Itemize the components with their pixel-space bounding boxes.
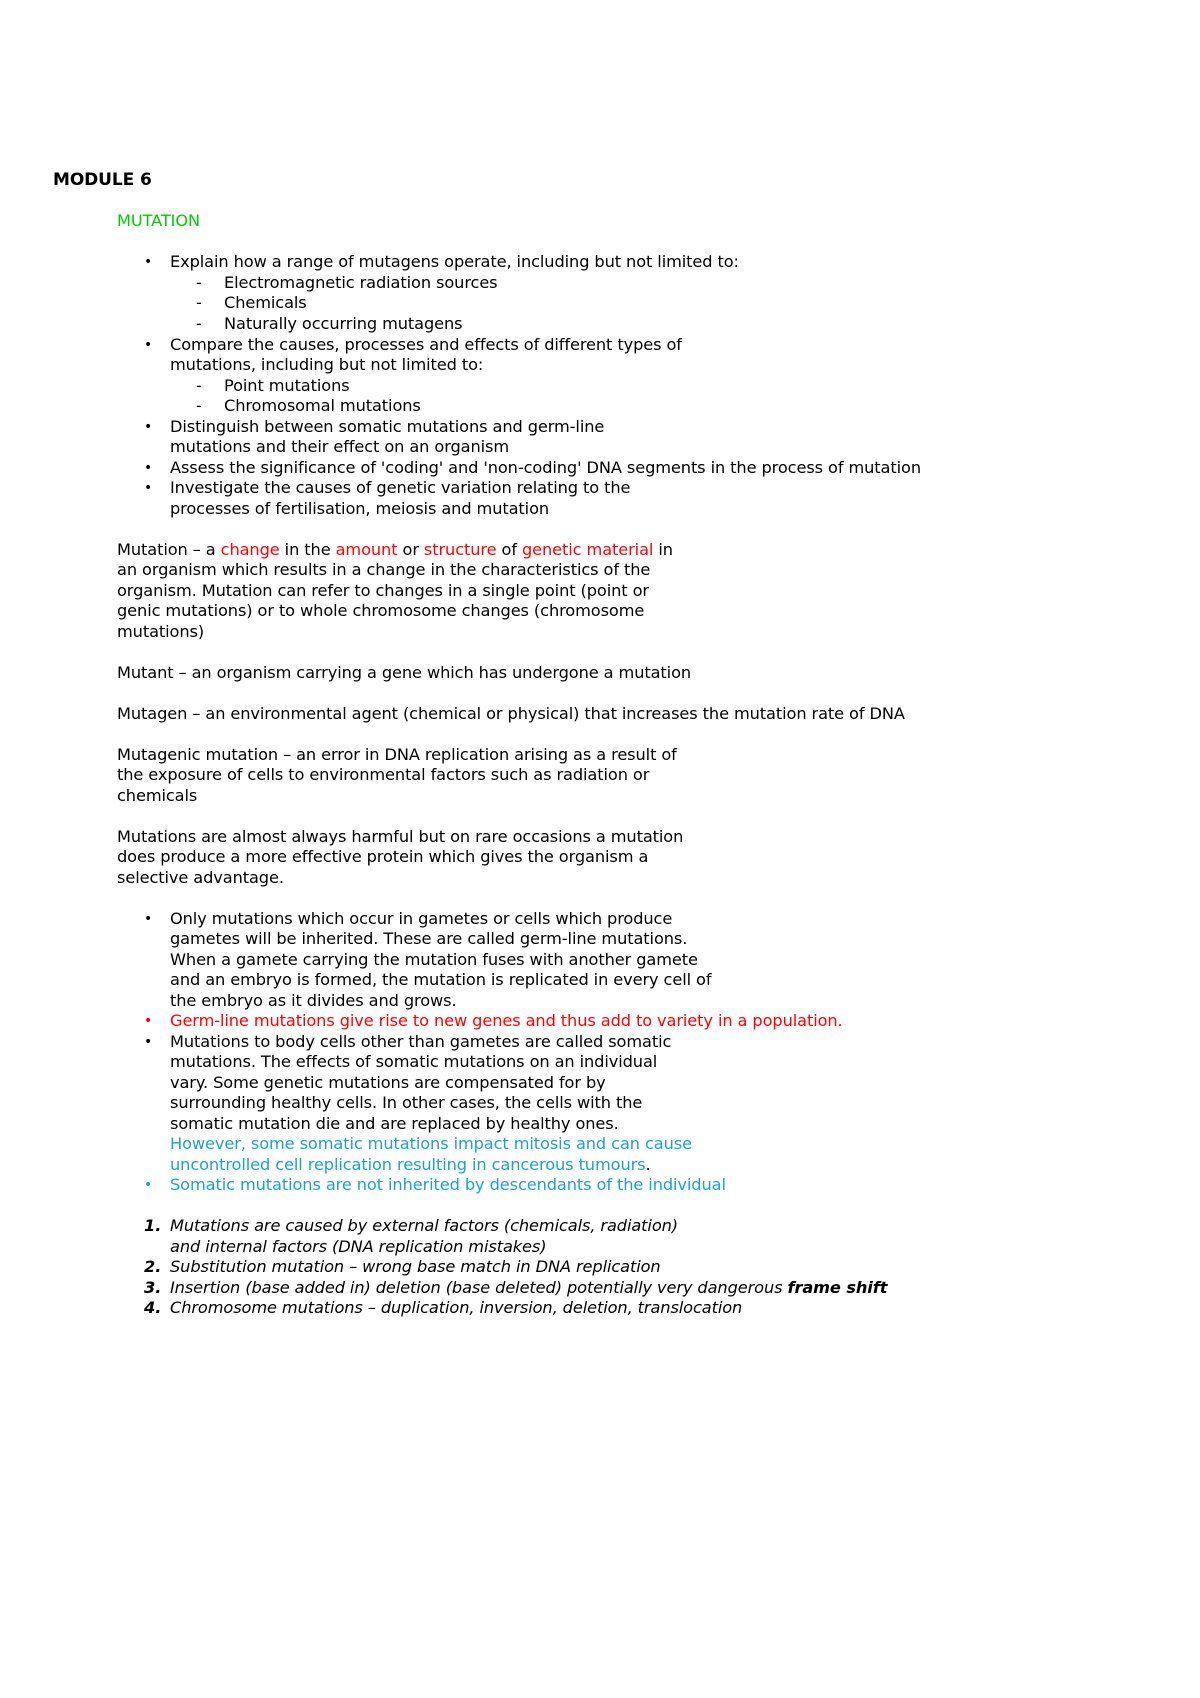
numbered-text: Insertion (base added in) deletion (base deleted) potentially very dangerous [170, 1278, 788, 1297]
para-line: does produce a more effective protein which gives the organism a [117, 847, 649, 866]
highlight-amount: amount [335, 540, 398, 559]
highlight-change: change [220, 540, 280, 559]
numbered-item: Mutations are caused by external factors (chemicals, radiation) [170, 1216, 679, 1235]
note-line: surrounding healthy cells. In other cases, the cells with the [170, 1093, 643, 1112]
list-number: 1. [144, 1216, 162, 1235]
numbered-item [170, 1278, 887, 1298]
def-text: of [496, 540, 522, 559]
note-line: mutations. The effects of somatic mutations on an individual [170, 1052, 658, 1071]
note-period: . [645, 1155, 651, 1174]
mutagen-definition: Mutagen – an environmental agent (chemical or physical) that increases the mutation rate of DNA [117, 704, 905, 723]
highlight-genetic-material: genetic material [521, 540, 654, 559]
module-title: MODULE 6 [53, 170, 152, 190]
para-line: Mutations are almost always harmful but on rare occasions a mutation [117, 827, 684, 846]
list-item: Distinguish between somatic mutations and germ-line [170, 417, 605, 436]
list-item-cont: mutations and their effect on an organism [170, 437, 510, 456]
note-line: somatic mutation die and are replaced by healthy ones. [170, 1114, 619, 1133]
note-highlight-red: Germ-line mutations give rise to new genes and thus add to variety in a population. [170, 1011, 843, 1030]
note-highlight-blue: uncontrolled cell replication resulting in cancerous tumours [170, 1155, 646, 1174]
dash-icon: - [196, 273, 202, 292]
bullet-icon: • [144, 1013, 153, 1029]
def-line: mutations) [117, 622, 205, 641]
sub-list-item: Chemicals [224, 293, 307, 312]
list-item: Explain how a range of mutagens operate, including but not limited to: [170, 252, 739, 271]
def-text: in [653, 540, 673, 559]
sub-list-item: Point mutations [224, 376, 350, 395]
note-line: the embryo as it divides and grows. [170, 991, 457, 1010]
bullet-icon: • [144, 911, 153, 927]
def-line: genic mutations) or to whole chromosome changes (chromosome [117, 601, 645, 620]
def-text: in the [279, 540, 336, 559]
list-item: Investigate the causes of genetic variation relating to the [170, 478, 631, 497]
bullet-icon: • [144, 480, 153, 496]
section-heading: MUTATION [117, 211, 200, 230]
dash-icon: - [196, 396, 202, 415]
bullet-icon: • [144, 1177, 153, 1193]
bullet-icon: • [144, 1034, 153, 1050]
dash-icon: - [196, 314, 202, 333]
note-line: gametes will be inherited. These are called germ-line mutations. [170, 929, 688, 948]
list-item-cont: mutations, including but not limited to: [170, 355, 484, 374]
sub-list-item: Electromagnetic radiation sources [224, 273, 498, 292]
def-text: Mutation – a [117, 540, 221, 559]
def-line: the exposure of cells to environmental factors such as radiation or [117, 765, 650, 784]
note-line: and an embryo is formed, the mutation is replicated in every cell of [170, 970, 712, 989]
note-highlight-blue: Somatic mutations are not inherited by descendants of the individual [170, 1175, 726, 1194]
list-number: 2. [144, 1257, 162, 1276]
def-line: organism. Mutation can refer to changes in a single point (point or [117, 581, 649, 600]
def-text: or [397, 540, 424, 559]
dash-icon: - [196, 293, 202, 312]
note-line: When a gamete carrying the mutation fuses with another gamete [170, 950, 698, 969]
list-number: 4. [144, 1298, 162, 1317]
frame-shift-bold: frame shift [787, 1278, 888, 1297]
note-line: Mutations to body cells other than gametes are called somatic [170, 1032, 672, 1051]
bullet-icon: • [144, 460, 153, 476]
sub-list-item: Chromosomal mutations [224, 396, 421, 415]
mutant-definition: Mutant – an organism carrying a gene which has undergone a mutation [117, 663, 692, 682]
para-line: selective advantage. [117, 868, 284, 887]
list-item: Compare the causes, processes and effects of different types of [170, 335, 682, 354]
bullet-icon: • [144, 419, 153, 435]
bullet-icon: • [144, 254, 153, 270]
sub-list-item: Naturally occurring mutagens [224, 314, 463, 333]
dash-icon: - [196, 376, 202, 395]
numbered-item-cont: and internal factors (DNA replication mistakes) [170, 1237, 547, 1256]
note-highlight-blue: However, some somatic mutations impact mitosis and can cause [170, 1134, 692, 1153]
note-line: Only mutations which occur in gametes or cells which produce [170, 909, 673, 928]
highlight-structure: structure [423, 540, 497, 559]
bullet-icon: • [144, 337, 153, 353]
list-number: 3. [144, 1278, 162, 1297]
def-line: Mutagenic mutation – an error in DNA replication arising as a result of [117, 745, 677, 764]
numbered-item: Substitution mutation – wrong base match in DNA replication [170, 1257, 661, 1276]
def-line: an organism which results in a change in the characteristics of the [117, 560, 651, 579]
list-item-cont: processes of fertilisation, meiosis and mutation [170, 499, 550, 518]
list-item: Assess the significance of 'coding' and 'non-coding' DNA segments in the process of mutation [170, 458, 921, 477]
def-line: chemicals [117, 786, 198, 805]
note-line: vary. Some genetic mutations are compensated for by [170, 1073, 606, 1092]
numbered-item: Chromosome mutations – duplication, inversion, deletion, translocation [170, 1298, 743, 1317]
